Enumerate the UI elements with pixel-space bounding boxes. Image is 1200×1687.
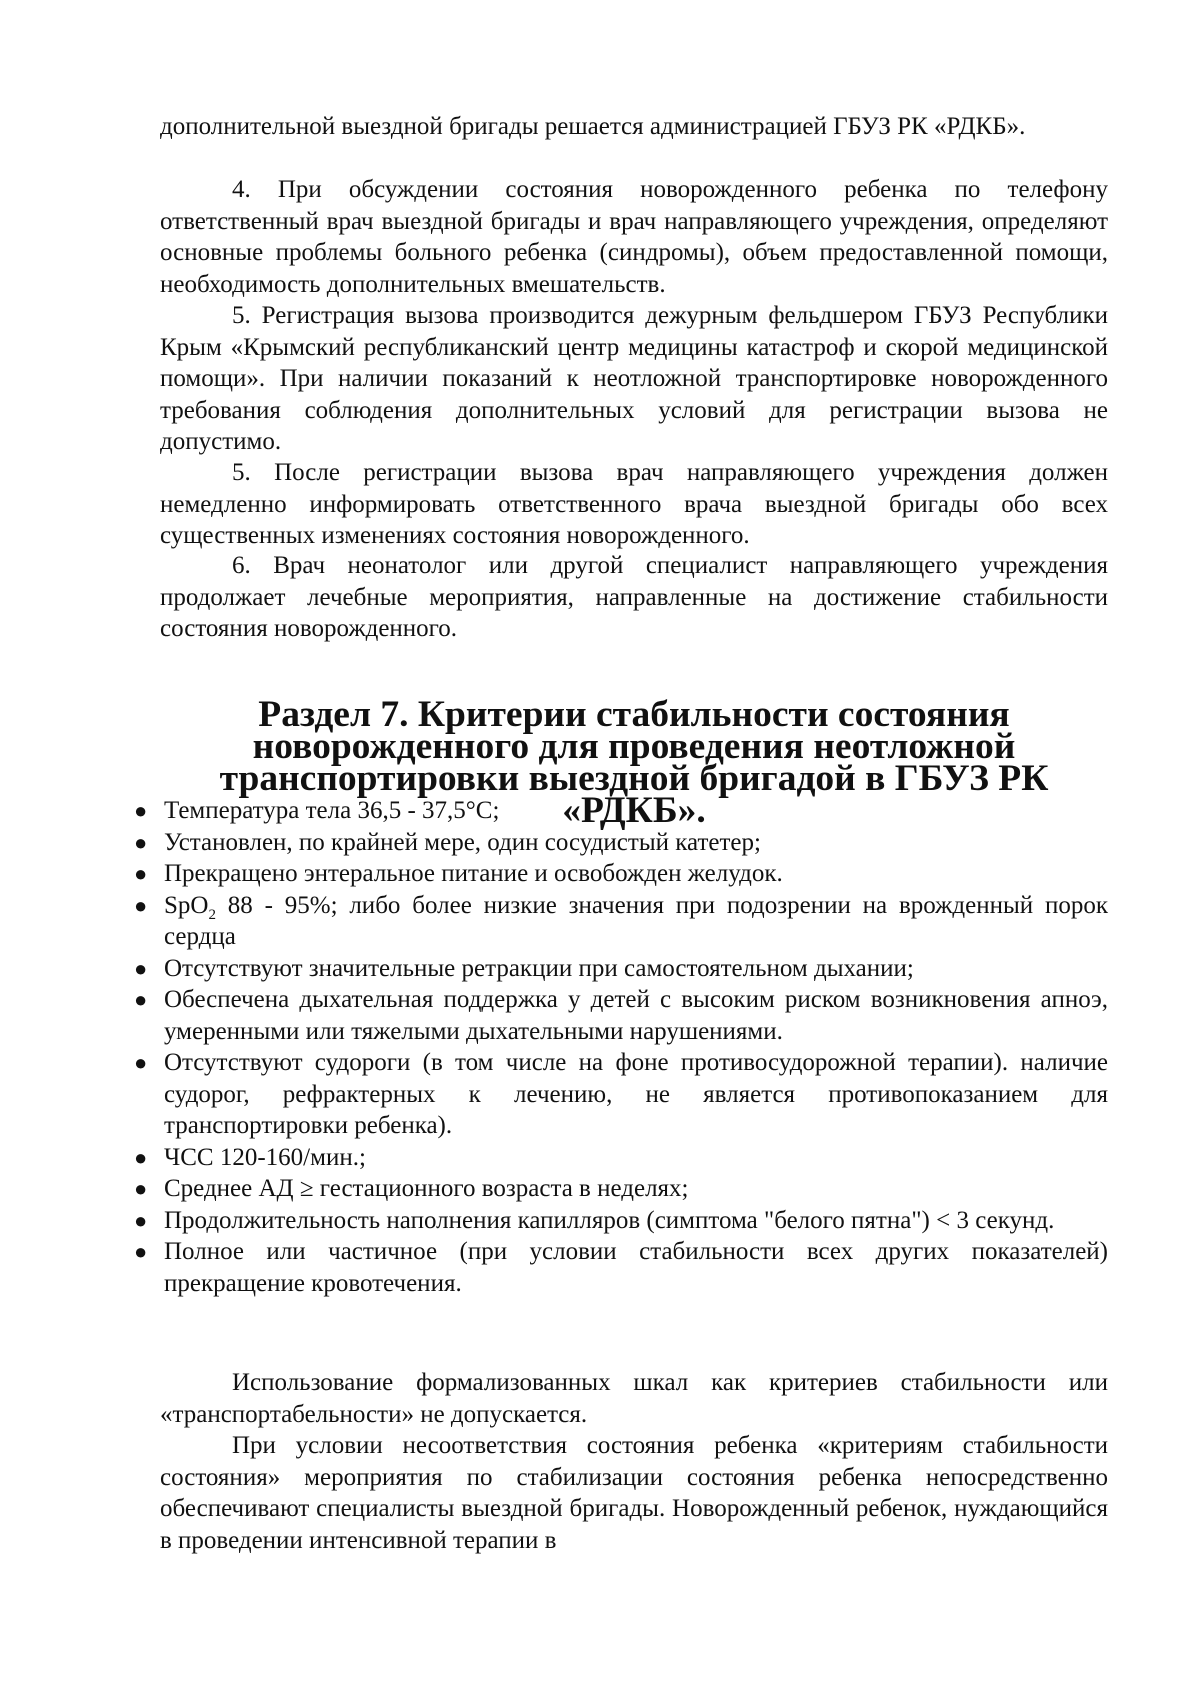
list-item [128, 827, 1108, 859]
criterion-text: Прекращено энтеральное питание и освобожден желудок. [164, 860, 783, 887]
bullet-icon: ● [134, 1050, 148, 1075]
bullet-icon: ● [134, 861, 148, 886]
criterion-prefix: SpO [164, 891, 209, 919]
bullet-icon: ● [134, 829, 148, 855]
paragraph-5-registration: 5. Регистрация вызова производится дежурным фельдшером ГБУЗ Республики Крым «Крымский республиканский центр медицины катастроф и скорой медицинской помощи». При наличии показаний к неотложной транспортировке новорожденного требования соблюдения дополнительных условий для регистрации вызова не допустимо. [160, 302, 1108, 455]
criterion-text: Обеспечена дыхательная поддержка у детей с высоким риском возникновения апноэ, умеренными или тяжелыми дыхательными нарушениями. [164, 986, 1108, 1045]
bullet-icon: ● [134, 892, 148, 918]
section-7-heading: Раздел 7. Критерии стабильности состояния новорожденного для проведения неотложной транспортировки выездной бригадой в ГБУЗ РК «РДКБ». [219, 694, 1049, 831]
list-item [128, 1047, 1108, 1142]
list-item [128, 858, 1108, 890]
bullet-icon: ● [134, 987, 148, 1012]
criterion-text: Среднее АД ≥ гестационного возраста в неделях; [164, 1175, 689, 1202]
list-item [128, 1236, 1108, 1299]
bullet-icon: ● [134, 955, 148, 981]
paragraph-4: 4. При обсуждении состояния новорожденного ребенка по телефону ответственный врач выездной бригады и врач направляющего учреждения, определяют основные проблемы больного ребенка (синдромы), объем предоставленной помощи, необходимость дополнительных вмешательств. [160, 176, 1108, 298]
bullet-icon: ● [134, 1176, 148, 1201]
paragraph-final: При условии несоответствия состояния ребенка «критериям стабильности состояния» мероприятия по стабилизации состояния ребенка непосредственно обеспечивают специалисты выездной бригады. Новорожденный ребенок, нуждающийся в проведении интенсивной терапии в [160, 1432, 1108, 1554]
criterion-text: ЧСС 120-160/мин.; [164, 1143, 366, 1171]
list-item [128, 1142, 1108, 1174]
paragraph-scales: Использование формализованных шкал как критериев стабильности или «транспортабельности» не допускается. [160, 1369, 1108, 1428]
list-item [128, 953, 1108, 985]
criterion-text: Отсутствуют судороги (в том числе на фоне противосудорожной терапии). наличие судорог, рефрактерных к лечению, не является противопоказанием для транспортировки ребенка). [164, 1049, 1108, 1139]
criterion-text: Установлен, по крайней мере, один сосудистый катетер; [164, 828, 761, 856]
criterion-text: 88 - 95%; либо более низкие значения при подозрении на врожденный порок сердца [164, 891, 1108, 950]
bullet-icon: ● [134, 1144, 148, 1170]
criterion-text: Полное или частичное (при условии стабильности всех других показателей) прекращение кровотечения. [164, 1238, 1108, 1297]
list-item [128, 984, 1108, 1047]
criterion-text: Продолжительность наполнения капилляров (симптома "белого пятна") < 3 секунд. [164, 1206, 1055, 1234]
list-item [128, 1205, 1108, 1237]
paragraph-5-after-registration: 5. После регистрации вызова врач направляющего учреждения должен немедленно информировать ответственного врача выездной бригады обо всех существенных изменениях состояния новорожденного. [160, 459, 1108, 549]
paragraph-6: 6. Врач неонатолог или другой специалист направляющего учреждения продолжает лечебные мероприятия, направленные на достижение стабильности состояния новорожденного. [160, 552, 1108, 642]
list-item [128, 890, 1108, 953]
bullet-icon: ● [134, 1239, 148, 1264]
stability-criteria-list [128, 795, 1108, 1299]
list-item [128, 795, 1108, 827]
list-item [128, 1173, 1108, 1205]
paragraph-continuation: дополнительной выездной бригады решается администрацией ГБУЗ РК «РДКБ». [160, 113, 1026, 140]
bullet-icon: ● [134, 798, 148, 823]
bullet-icon: ● [134, 1207, 148, 1233]
criterion-text: Температура тела 36,5 - 37,5°С; [164, 797, 500, 824]
criterion-subscript: 2 [208, 906, 216, 923]
criterion-text: Отсутствуют значительные ретракции при самостоятельном дыхании; [164, 954, 914, 982]
